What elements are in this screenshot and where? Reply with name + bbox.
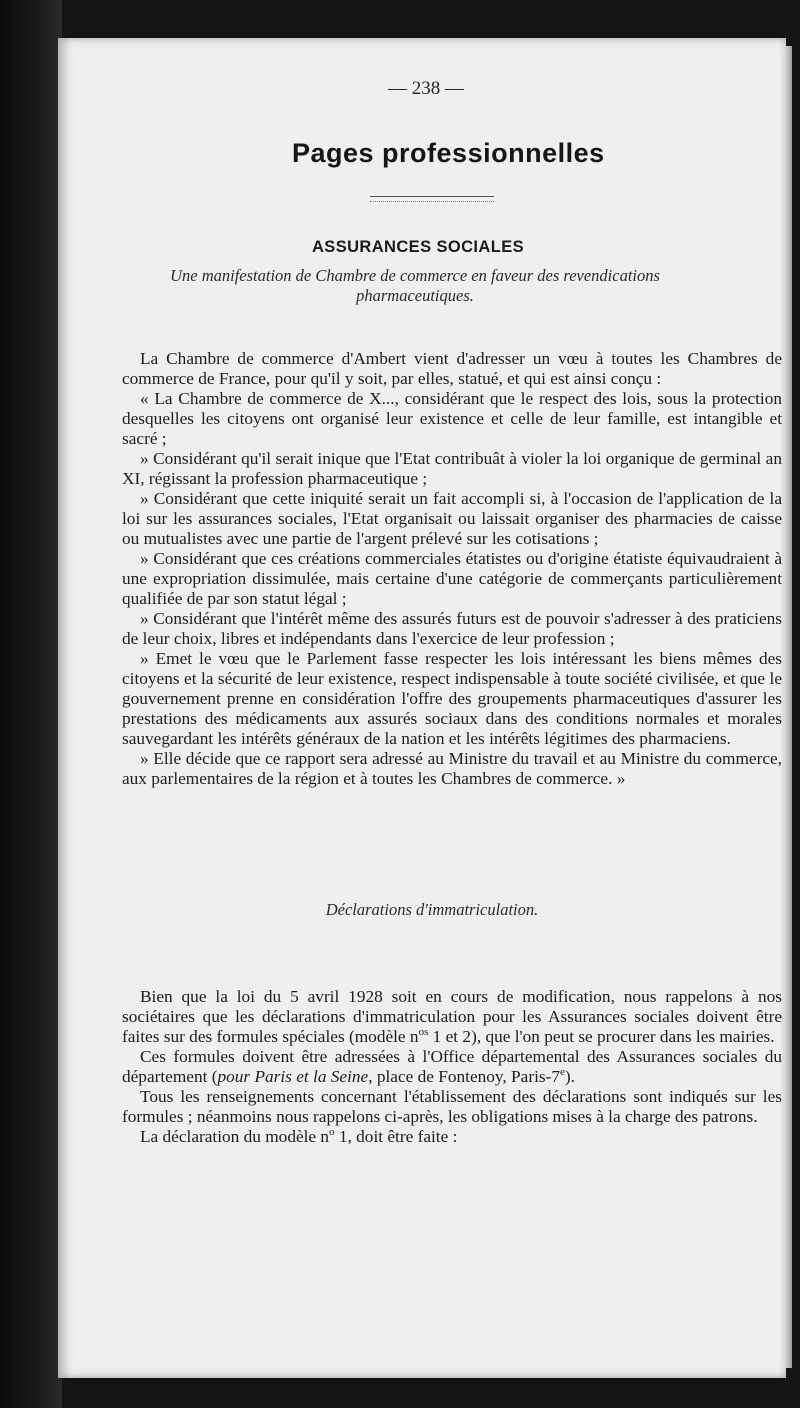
article-1-paragraph: » Elle décide que ce rapport sera adressé au Ministre du travail et au Ministre du commerce, aux parlementaires de la région et à toutes les Chambres de commerce. » bbox=[122, 749, 782, 788]
article-1-paragraph: » Considérant que l'intérêt même des assurés futurs est de pouvoir s'adresser à des praticiens de leur choix, libres et indépendants dans l'exercice de leur profession ; bbox=[122, 609, 782, 648]
scan-left-gutter bbox=[0, 0, 62, 1408]
article-2-paragraph: Bien que la loi du 5 avril 1928 soit en cours de modification, nous rappelons à nos sociétaires que les déclarations d'immatriculation pour les Assurances sociales doivent être faites sur des formules spéciales (modèle $n^{os}$ 1 et 2), que l'on peut se procurer dans les mairies. bbox=[122, 987, 782, 1046]
article-1-paragraph: » Considérant que cette iniquité serait un fait accompli si, à l'occasion de l'application de la loi sur les assurances sociales, l'Etat organisait ou laissait organiser des pharmacies de caisse ou mutualistes avec une partie de l'argent prélevé sur les cotisations ; bbox=[122, 489, 782, 548]
page-title: Pages professionnelles bbox=[292, 138, 605, 168]
article-1-paragraph: « La Chambre de commerce de X..., considérant que le respect des lois, sous la protection desquelles les citoyens ont organisé leur existence et celle de leur famille, est intangible et sacré ; bbox=[122, 389, 782, 448]
article-1-body bbox=[122, 349, 782, 789]
title-divider bbox=[370, 196, 494, 202]
page-number: — 238 — bbox=[388, 78, 464, 99]
article-1-paragraph: » Emet le vœu que le Parlement fasse respecter les lois intéressant les biens mêmes des citoyens et la sécurité de leur existence, respect indispensable à toute société civilisée, et que le gouvernement prenne en considération l'offre des groupements pharmaceutiques d'assurer les prestations des médicaments aux assurés sociaux dans des conditions normales et morales sauvegardant les intérêts généraux de la nation et les intérêts légitimes des pharmaciens. bbox=[122, 649, 782, 748]
subsection-heading: Déclarations d'immatriculation. bbox=[325, 900, 539, 919]
article-2-paragraph: La déclaration du modèle $n^o$ 1, doit être faite : bbox=[140, 1126, 458, 1146]
article-2-paragraph: Tous les renseignements concernant l'établissement des déclarations sont indiqués sur les formules ; néanmoins nous rappelons ci-après, les obligations mises à la charge des patrons. bbox=[122, 1087, 782, 1126]
article-1-paragraph: La Chambre de commerce d'Ambert vient d'adresser un vœu à toutes les Chambres de commerce de France, pour qu'il y soit, par elles, statué, et qui est ainsi conçu : bbox=[122, 349, 782, 388]
section-heading: ASSURANCES SOCIALES bbox=[311, 238, 525, 256]
article-1-paragraph: » Considérant qu'il serait inique que l'Etat contribuât à violer la loi organique de germinal an XI, régissant la profession pharmaceutique ; bbox=[122, 449, 782, 488]
article-2-body bbox=[122, 987, 782, 1147]
section-subheading: Une manifestation de Chambre de commerce en faveur des revendications pharmaceutiques. bbox=[170, 266, 660, 305]
article-1-paragraph: » Considérant que ces créations commerciales étatistes ou d'origine étatiste équivaudraient à une expropriation dissimulée, mais certaine d'une catégorie de commerçants particulièrement qualifiée de par son statut légal ; bbox=[122, 549, 782, 608]
article-2-paragraph: Ces formules doivent être adressées à l'Office départemental des Assurances sociales du département (pour Paris et la Seine, place de Fontenoy, Paris-7e). bbox=[122, 1047, 782, 1086]
